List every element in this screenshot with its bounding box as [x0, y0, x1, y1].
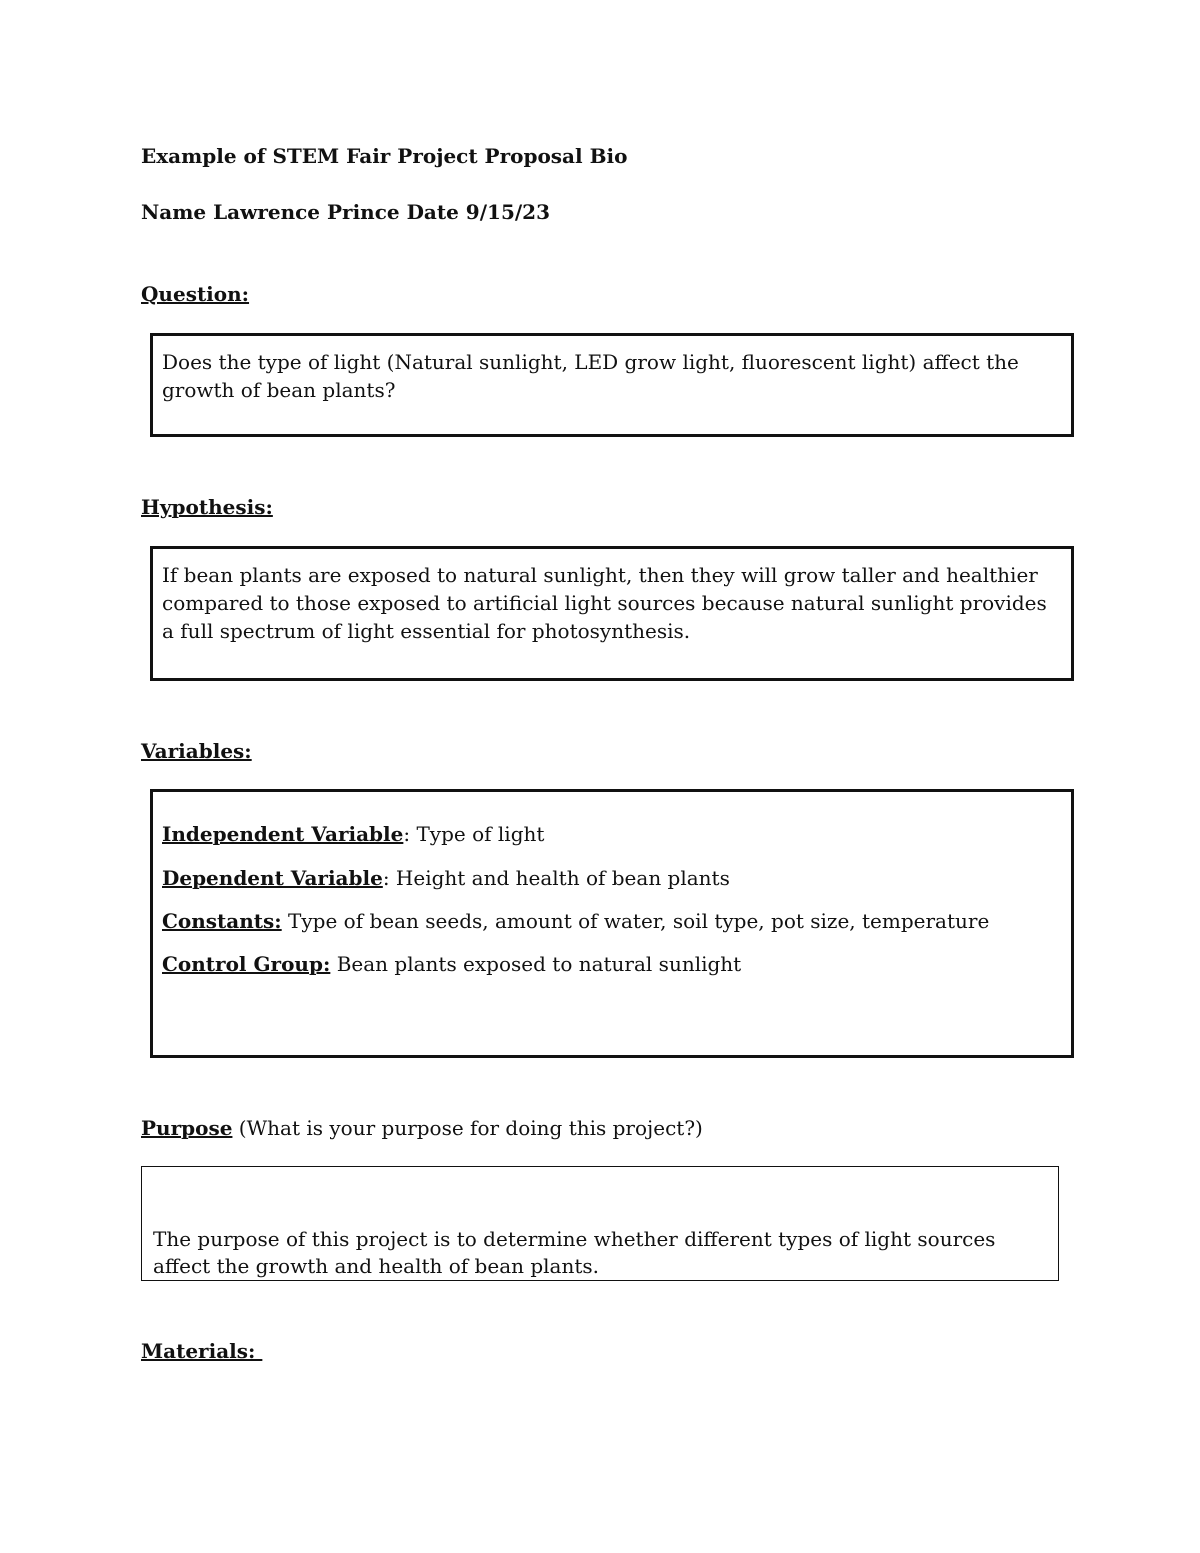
control-group-row — [162, 951, 741, 977]
variable-label: Constants: — [162, 909, 282, 933]
question-heading: Question: — [141, 282, 250, 306]
variable-label: Dependent Variable — [162, 866, 383, 890]
hypothesis-box — [150, 546, 1074, 681]
variable-label: Control Group: — [162, 952, 331, 976]
materials-heading: Materials: — [141, 1339, 263, 1363]
variable-value: Type of light — [410, 822, 545, 846]
purpose-heading-line — [141, 1115, 703, 1141]
variable-value: Bean plants exposed to natural sunlight — [330, 952, 742, 976]
purpose-text: The purpose of this project is to determine whether different types of light sources affect the growth and health of bean plants. — [153, 1227, 996, 1278]
name-date-line: Name Lawrence Prince Date 9/15/23 — [141, 200, 550, 224]
variable-value: Height and health of bean plants — [389, 866, 730, 890]
hypothesis-heading: Hypothesis: — [141, 495, 273, 519]
purpose-box — [141, 1166, 1059, 1281]
purpose-heading: Purpose — [141, 1116, 233, 1140]
document-title: Example of STEM Fair Project Proposal Bio — [141, 144, 628, 168]
variables-heading: Variables: — [141, 739, 252, 763]
variable-value: Type of bean seeds, amount of water, soil type, pot size, temperature — [281, 909, 990, 933]
purpose-hint: (What is your purpose for doing this project?) — [232, 1116, 703, 1140]
variables-box — [150, 789, 1074, 1058]
dependent-variable-row — [162, 865, 730, 891]
variable-separator: : — [382, 866, 390, 890]
variable-separator: : — [403, 822, 411, 846]
question-text: Does the type of light (Natural sunlight, LED grow light, fluorescent light) affect the growth of bean plants? — [162, 350, 1019, 402]
independent-variable-row — [162, 821, 544, 847]
hypothesis-text: If bean plants are exposed to natural sunlight, then they will grow taller and healthier compared to those exposed to artificial light sources because natural sunlight provides a full spectrum of light essential for photosynthesis. — [162, 563, 1047, 643]
constants-row — [162, 908, 989, 934]
question-box — [150, 333, 1074, 437]
variable-label: Independent Variable — [162, 822, 404, 846]
